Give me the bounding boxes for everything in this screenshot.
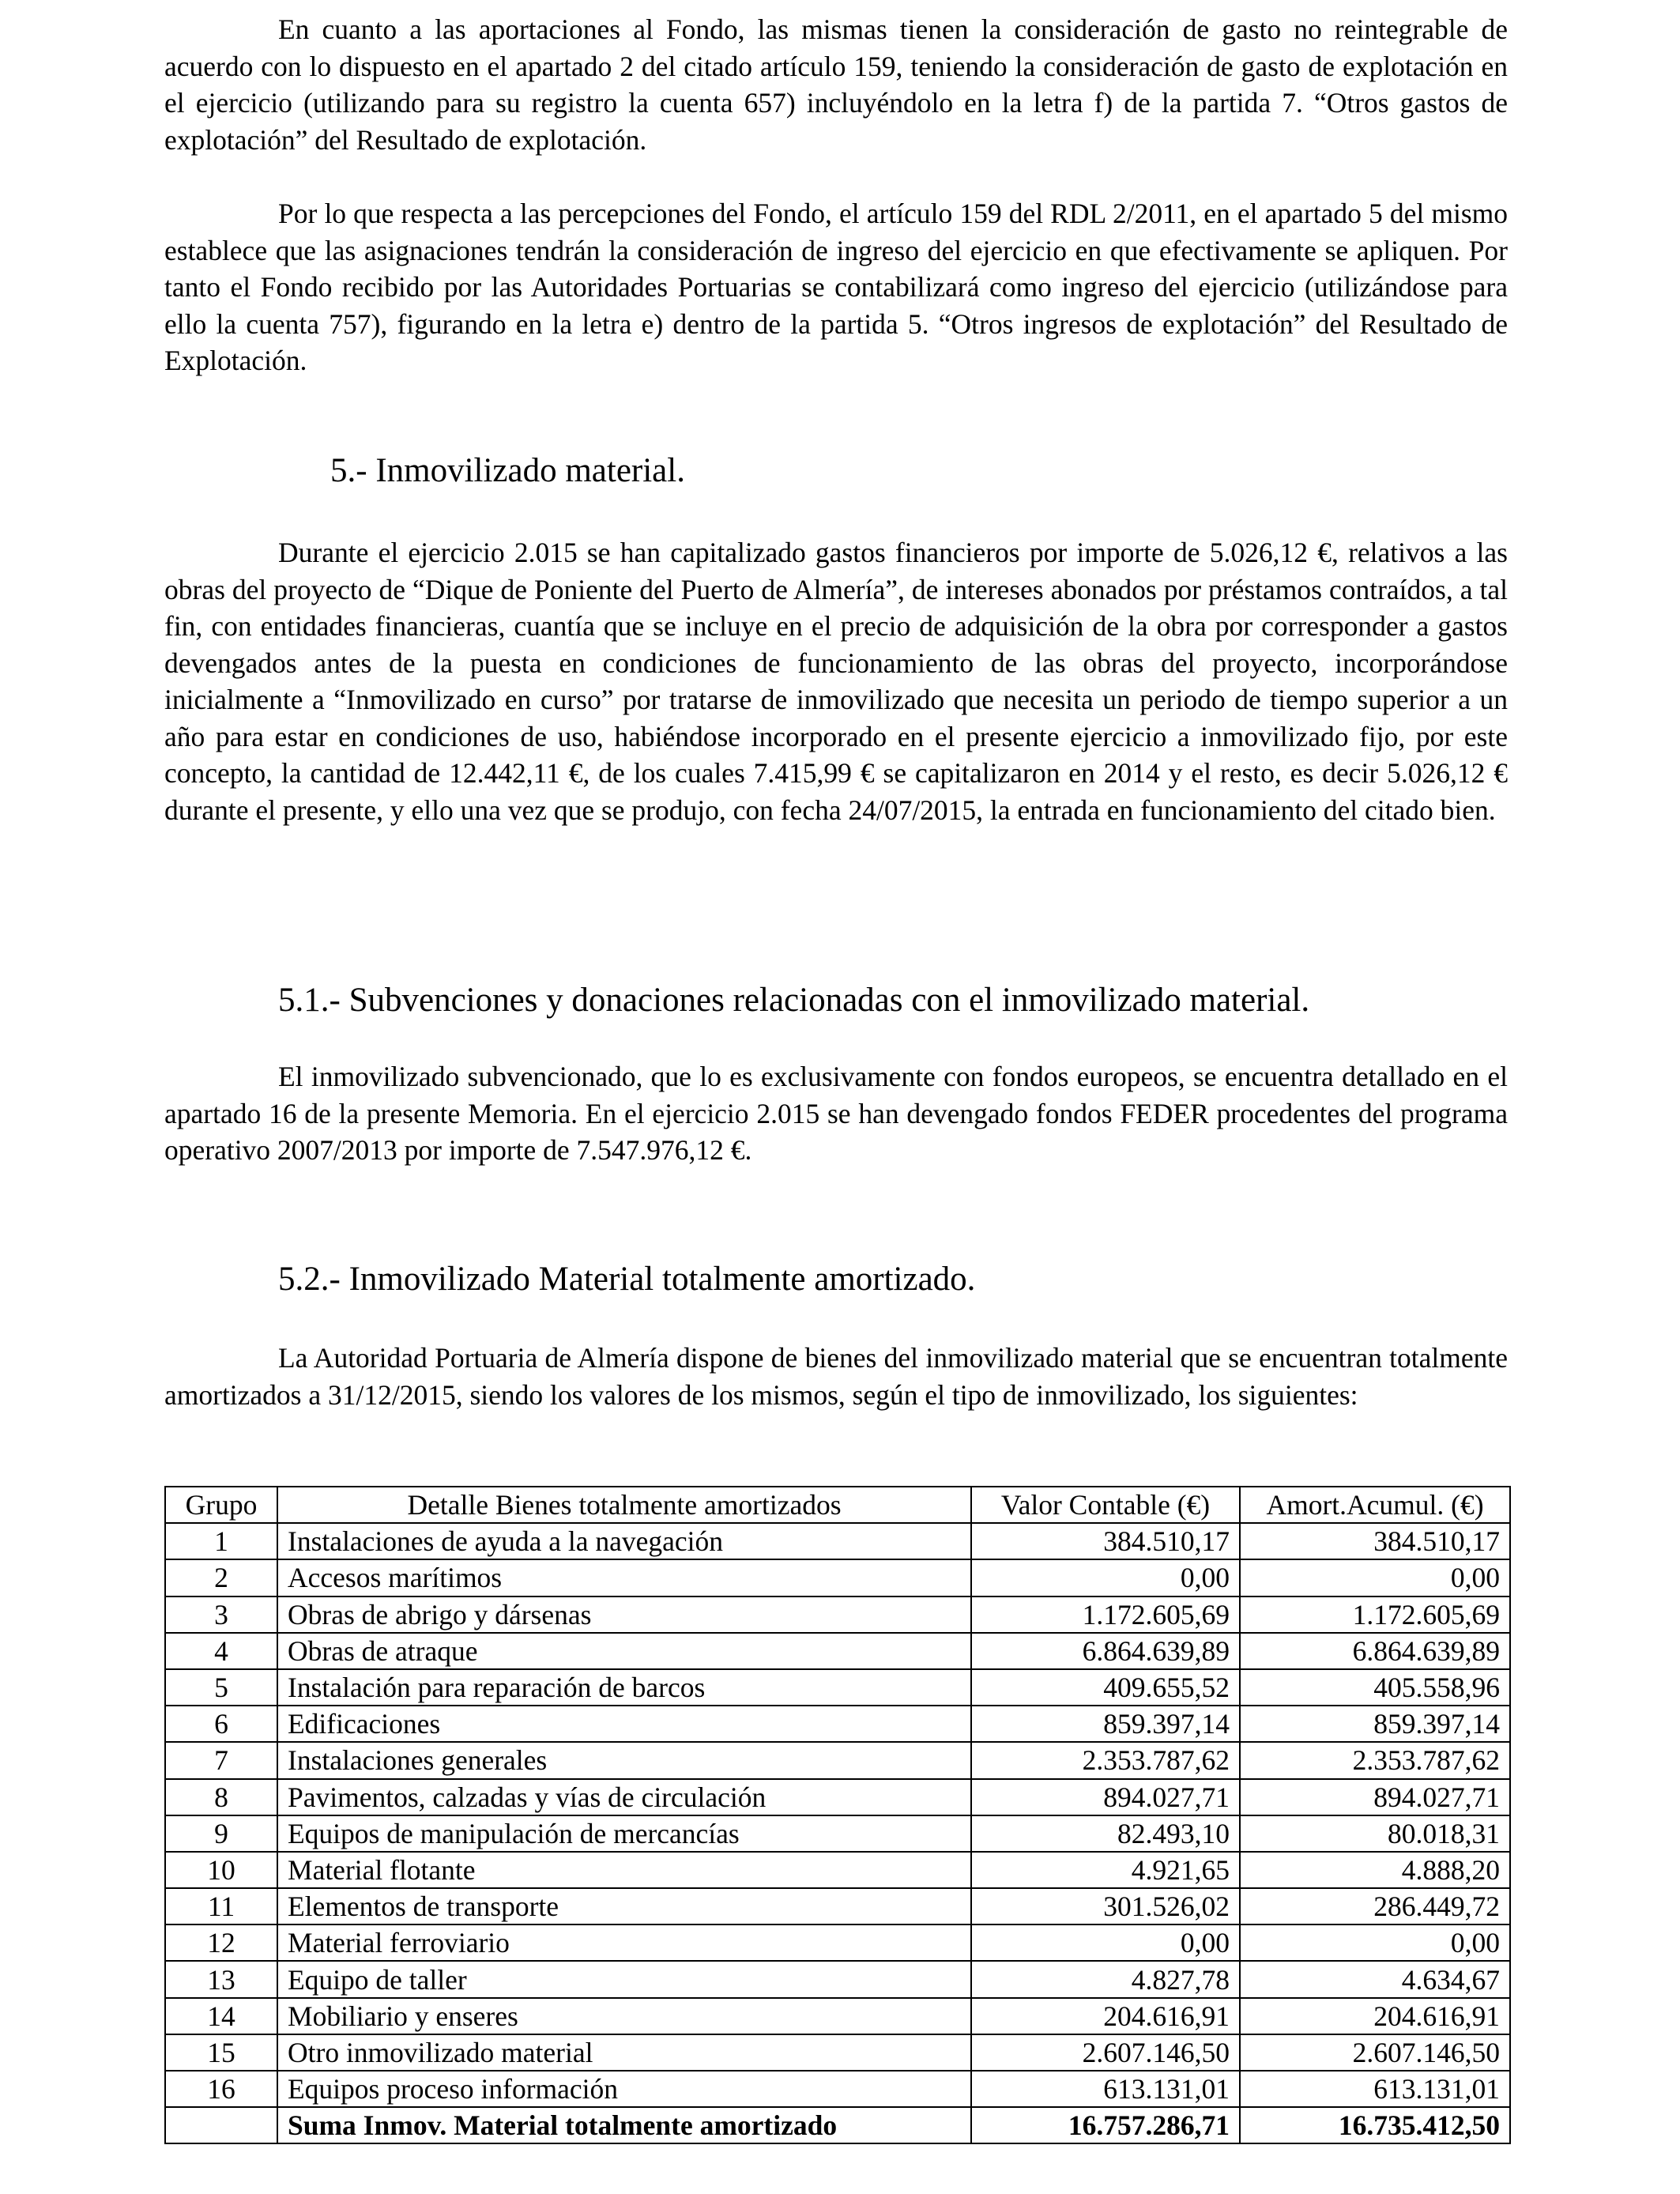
detalle-cell: Equipo de taller [277, 1961, 971, 1997]
amort-acumul-cell: 1.172.605,69 [1240, 1596, 1510, 1633]
table-row [165, 1559, 1510, 1596]
valor-contable-cell: 4.921,65 [971, 1852, 1240, 1888]
amort-acumul-cell: 613.131,01 [1240, 2071, 1510, 2107]
heading-inmovilizado-material: 5.- Inmovilizado material. [330, 452, 685, 489]
paragraph-subvenciones: El inmovilizado subvencionado, que lo es exclusivamente con fondos europeos, se encuentra detallado en el apartado 16 de la presente Memoria. En el ejercicio 2.015 se han devengado fondos FEDER procedentes del programa operativo 2007/2013 por importe de 7.547.976,12 €. [164, 1061, 1508, 1166]
detalle-cell: Equipos proceso información [277, 2071, 971, 2107]
valor-contable-cell: 204.616,91 [971, 1998, 1240, 2034]
table-row [165, 1523, 1510, 1559]
grupo-cell: 15 [165, 2034, 277, 2071]
table-row [165, 1706, 1510, 1742]
header-valor-contable: Valor Contable (€) [971, 1487, 1240, 1523]
valor-contable-cell: 613.131,01 [971, 2071, 1240, 2107]
paragraph-fondo-percepciones: Por lo que respecta a las percepciones del Fondo, el artículo 159 del RDL 2/2011, en el apartado 5 del mismo establece que las asignaciones tendrán la consideración de ingreso del ejercicio en que efectivamente se apliquen. Por tanto el Fondo recibido por las Autoridades Portuarias se contabilizará como ingreso del ejercicio (utilizándose para ello la cuenta 757), figurando en la letra e) dentro de la partida 5. “Otros ingresos de explotación” del Resultado de Explotación. [164, 198, 1508, 376]
amort-acumul-cell: 859.397,14 [1240, 1706, 1510, 1742]
amort-acumul-cell: 2.353.787,62 [1240, 1742, 1510, 1778]
valor-contable-cell: 1.172.605,69 [971, 1596, 1240, 1633]
grupo-cell: 5 [165, 1669, 277, 1706]
amort-acumul-cell: 384.510,17 [1240, 1523, 1510, 1559]
detalle-cell: Material flotante [277, 1852, 971, 1888]
detalle-cell: Otro inmovilizado material [277, 2034, 971, 2071]
table-row [165, 1815, 1510, 1852]
amort-acumul-cell: 405.558,96 [1240, 1669, 1510, 1706]
amort-acumul-cell: 0,00 [1240, 1559, 1510, 1596]
detalle-cell: Instalaciones generales [277, 1742, 971, 1778]
valor-contable-cell: 409.655,52 [971, 1669, 1240, 1706]
table-row [165, 1998, 1510, 2034]
detalle-cell: Material ferroviario [277, 1924, 971, 1961]
amort-acumul-cell: 4.634,67 [1240, 1961, 1510, 1997]
table-row [165, 1924, 1510, 1961]
grupo-cell: 6 [165, 1706, 277, 1742]
amort-acumul-cell: 894.027,71 [1240, 1779, 1510, 1815]
valor-contable-cell: 2.607.146,50 [971, 2034, 1240, 2071]
paragraph-fondo-aportaciones: En cuanto a las aportaciones al Fondo, las mismas tienen la consideración de gasto no reintegrable de acuerdo con lo dispuesto en el apartado 2 del citado artículo 159, teniendo la consideración de gasto de explotación en el ejercicio (utilizando para su registro la cuenta 657) incluyéndolo en la letra f) de la partida 7. “Otros gastos de explotación” del Resultado de explotación. [164, 13, 1508, 156]
header-detalle: Detalle Bienes totalmente amortizados [277, 1487, 971, 1523]
detalle-cell: Accesos marítimos [277, 1559, 971, 1596]
detalle-cell: Elementos de transporte [277, 1888, 971, 1924]
detalle-cell: Instalación para reparación de barcos [277, 1669, 971, 1706]
valor-contable-cell: 6.864.639,89 [971, 1633, 1240, 1669]
paragraph-gastos-financieros: Durante el ejercicio 2.015 se han capitalizado gastos financieros por importe de 5.026,12 €, relativos a las obras del proyecto de “Dique de Poniente del Puerto de Almería”, de intereses abonados por préstamos contraídos, a tal fin, con entidades financieras, cuantía que se incluye en el precio de adquisición de la obra por corresponder a gastos devengados antes de la puesta en condiciones de funcionamiento de las obras del proyecto, incorporándose inicialmente a “Inmovilizado en curso” por tratarse de inmovilizado que necesita un periodo de tiempo superior a un año para estar en condiciones de uso, habiéndose incorporado en el presente ejercicio a inmovilizado fijo, por este concepto, la cantidad de 12.442,11 €, de los cuales 7.415,99 € se capitalizaron en 2014 y el resto, es decir 5.026,12 € durante el presente, y ello una vez que se produjo, con fecha 24/07/2015, la entrada en funcionamiento del citado bien. [164, 537, 1508, 826]
paragraph-bienes-amortizados: La Autoridad Portuaria de Almería dispone de bienes del inmovilizado material que se encuentran totalmente amortizados a 31/12/2015, siendo los valores de los mismos, según el tipo de inmovilizado, los siguientes: [164, 1342, 1508, 1411]
amort-acumul-cell: 0,00 [1240, 1924, 1510, 1961]
total-valor-contable-cell: 16.757.286,71 [971, 2107, 1240, 2143]
valor-contable-cell: 859.397,14 [971, 1706, 1240, 1742]
grupo-cell: 2 [165, 1559, 277, 1596]
detalle-cell: Obras de abrigo y dársenas [277, 1596, 971, 1633]
valor-contable-cell: 2.353.787,62 [971, 1742, 1240, 1778]
amort-acumul-cell: 80.018,31 [1240, 1815, 1510, 1852]
valor-contable-cell: 301.526,02 [971, 1888, 1240, 1924]
table-row [165, 1852, 1510, 1888]
table-row [165, 1888, 1510, 1924]
grupo-cell: 3 [165, 1596, 277, 1633]
amort-acumul-cell: 286.449,72 [1240, 1888, 1510, 1924]
table-row [165, 1961, 1510, 1997]
amortized-assets-table [164, 1486, 1511, 2144]
table-header-row [165, 1487, 1510, 1523]
grupo-cell: 14 [165, 1998, 277, 2034]
detalle-cell: Equipos de manipulación de mercancías [277, 1815, 971, 1852]
grupo-cell: 12 [165, 1924, 277, 1961]
grupo-cell: 4 [165, 1633, 277, 1669]
table-row [165, 1779, 1510, 1815]
detalle-cell: Obras de atraque [277, 1633, 971, 1669]
detalle-cell: Mobiliario y enseres [277, 1998, 971, 2034]
grupo-cell: 13 [165, 1961, 277, 1997]
grupo-cell: 1 [165, 1523, 277, 1559]
table-row [165, 1669, 1510, 1706]
detalle-cell: Edificaciones [277, 1706, 971, 1742]
amort-acumul-cell: 4.888,20 [1240, 1852, 1510, 1888]
table-row [165, 2034, 1510, 2071]
heading-totalmente-amortizado: 5.2.- Inmovilizado Material totalmente amortizado. [278, 1261, 976, 1298]
valor-contable-cell: 894.027,71 [971, 1779, 1240, 1815]
header-amort-acumul: Amort.Acumul. (€) [1240, 1487, 1510, 1523]
grupo-cell: 9 [165, 1815, 277, 1852]
valor-contable-cell: 82.493,10 [971, 1815, 1240, 1852]
total-amort-acumul-cell: 16.735.412,50 [1240, 2107, 1510, 2143]
total-empty-cell [165, 2107, 277, 2143]
detalle-cell: Instalaciones de ayuda a la navegación [277, 1523, 971, 1559]
amort-acumul-cell: 204.616,91 [1240, 1998, 1510, 2034]
heading-subvenciones: 5.1.- Subvenciones y donaciones relacionadas con el inmovilizado material. [278, 982, 1310, 1019]
table-row [165, 2071, 1510, 2107]
grupo-cell: 7 [165, 1742, 277, 1778]
grupo-cell: 10 [165, 1852, 277, 1888]
table-row [165, 1596, 1510, 1633]
header-grupo: Grupo [165, 1487, 277, 1523]
table-body [165, 1523, 1510, 2143]
detalle-cell: Pavimentos, calzadas y vías de circulación [277, 1779, 971, 1815]
grupo-cell: 8 [165, 1779, 277, 1815]
valor-contable-cell: 0,00 [971, 1559, 1240, 1596]
table-row [165, 1742, 1510, 1778]
valor-contable-cell: 384.510,17 [971, 1523, 1240, 1559]
table-total-row [165, 2107, 1510, 2143]
total-label-cell: Suma Inmov. Material totalmente amortizado [277, 2107, 971, 2143]
amort-acumul-cell: 2.607.146,50 [1240, 2034, 1510, 2071]
amort-acumul-cell: 6.864.639,89 [1240, 1633, 1510, 1669]
valor-contable-cell: 0,00 [971, 1924, 1240, 1961]
table-row [165, 1633, 1510, 1669]
valor-contable-cell: 4.827,78 [971, 1961, 1240, 1997]
grupo-cell: 11 [165, 1888, 277, 1924]
grupo-cell: 16 [165, 2071, 277, 2107]
